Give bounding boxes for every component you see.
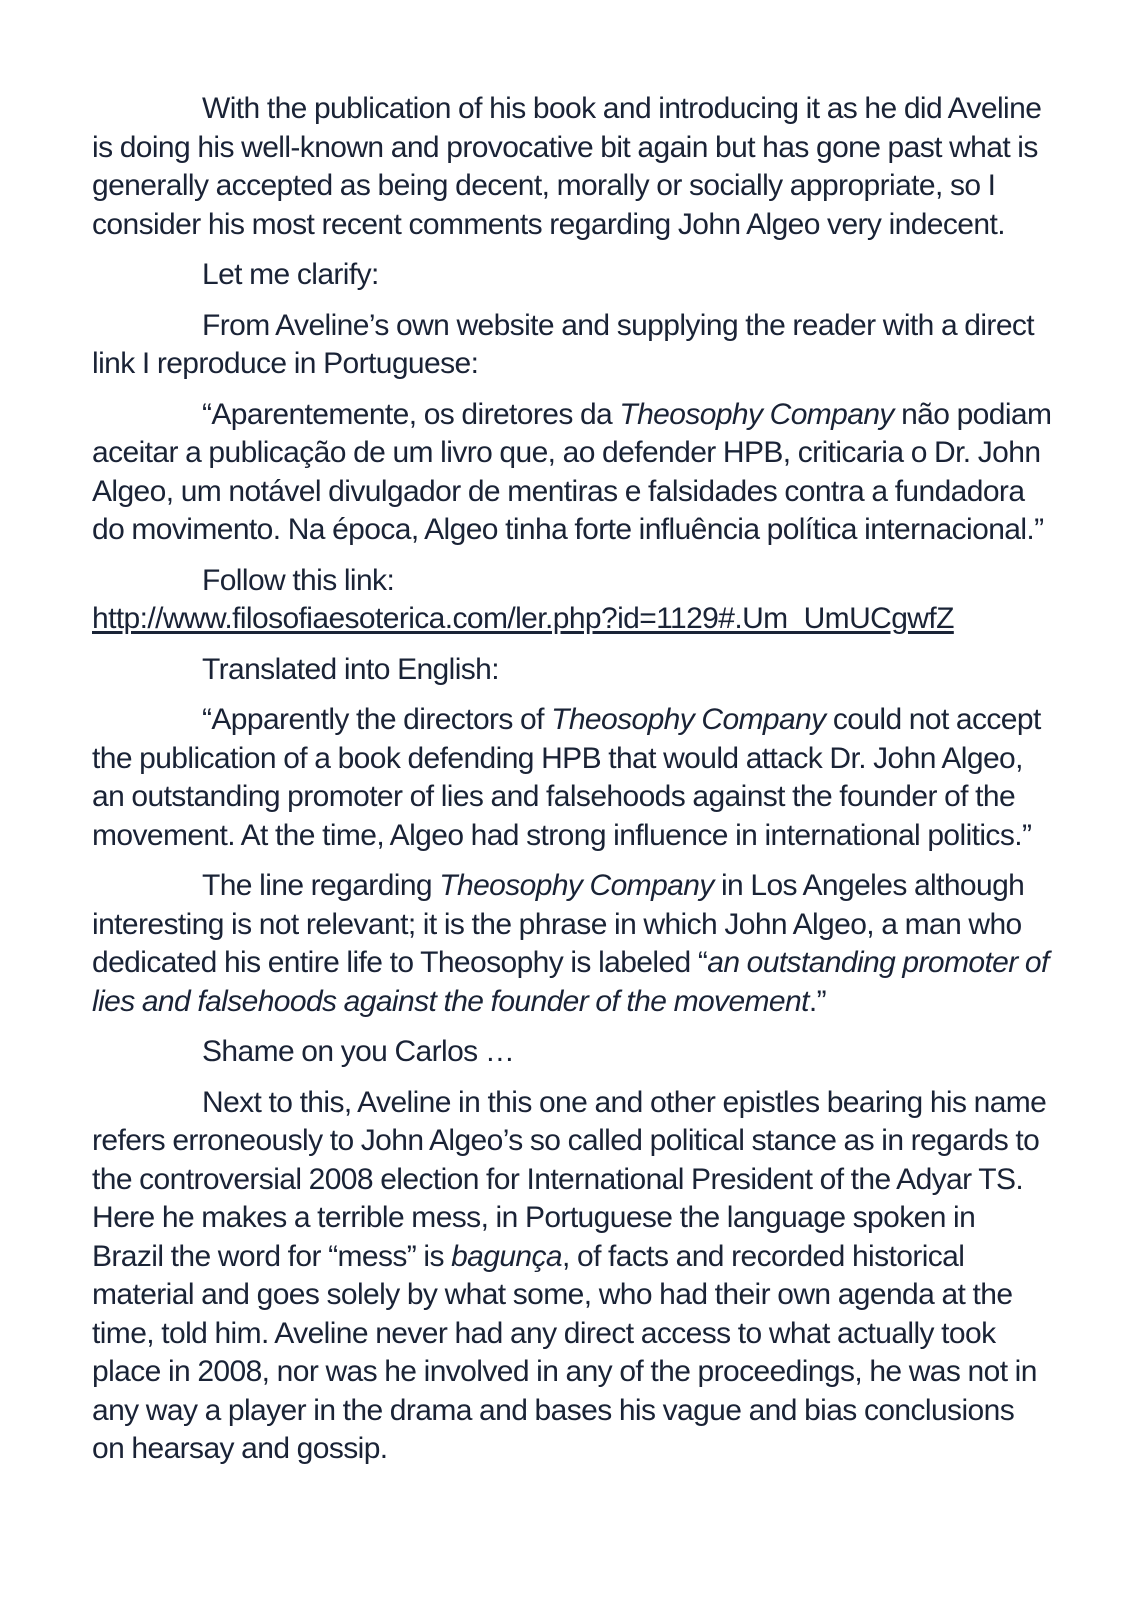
paragraph-translated-label: Translated into English: <box>202 652 499 686</box>
paragraph-source: From Aveline’s own website and supplying the reader with a direct link I reproduce in Portuguese: <box>92 308 1035 380</box>
relevance-emphasis-quote: an outstanding promoter of lies and falsehoods against the founder of the movement <box>92 946 1049 1018</box>
quote-portuguese <box>92 396 1052 550</box>
quote-portuguese-emphasis: Theosophy Company <box>619 397 894 431</box>
source-link[interactable]: http://www.filosofiaesoterica.com/ler.php?id=1129#.Um_UmUCgwfZ <box>92 602 954 635</box>
election-part-1: Next to this, Aveline in this one and other epistles bearing his name refers erroneously to John Algeo’s so called political stance as in regards to the controversial 2008 election for International President of the Adyar TS. Here he makes a terrible mess, in Portuguese the language spoken in Brazil the word for “mess” is <box>92 1085 1047 1273</box>
election-part-2: , of facts and recorded historical material and goes solely by what some, who had their own agenda at the time, told him. Aveline never had any direct access to what actually took place in 2008, nor was he involved in any of the proceedings, he was not in any way a player in the drama and bases his vague and bias conclusions on hearsay and gossip. <box>92 1239 1037 1465</box>
quote-english-part-2: could not accept the publication of a book defending HPB that would attack Dr. John Algeo, an outstanding promoter of lies and falsehoods against the founder of the movement. At the time, Algeo had strong influence in international politics.” <box>92 703 1041 852</box>
paragraph-intro: With the publication of his book and introducing it as he did Aveline is doing his well-known and provocative bit again but has gone past what is generally accepted as being decent, morally or socially appropriate, so I consider his most recent comments regarding John Algeo very indecent. <box>92 92 1042 241</box>
relevance-part-1: The line regarding <box>202 869 440 902</box>
quote-english-part-1: “Apparently the directors of <box>202 703 552 736</box>
paragraph-follow-link <box>92 562 1052 639</box>
paragraph-election <box>92 1084 1052 1469</box>
paragraph-clarify: Let me clarify: <box>202 258 379 291</box>
election-emphasis: bagunça <box>451 1239 563 1273</box>
relevance-part-2: in Los Angeles although interesting is not relevant; it is the phrase in which John Algeo, a man who dedicated his entire life to Theosophy is labeled “ <box>92 869 1025 979</box>
quote-english <box>92 701 1052 855</box>
quote-english-emphasis: Theosophy Company <box>551 703 826 736</box>
relevance-part-3: .” <box>808 984 826 1018</box>
relevance-emphasis-company: Theosophy Company <box>439 869 714 902</box>
quote-portuguese-part-1: “Aparentemente, os diretores da <box>202 397 620 431</box>
quote-portuguese-part-2: não podiam aceitar a publicação de um livro que, ao defender HPB, criticaria o Dr. John Algeo, um notável divulgador de mentiras e falsidades contra a fundadora do movimento. Na época, Algeo tinha forte influência política internacional.” <box>92 397 1052 546</box>
paragraph-shame: Shame on you Carlos … <box>202 1035 515 1068</box>
paragraph-relevance <box>92 867 1052 1021</box>
follow-link-label: Follow this link: <box>202 563 395 597</box>
document-page <box>92 90 1052 1481</box>
